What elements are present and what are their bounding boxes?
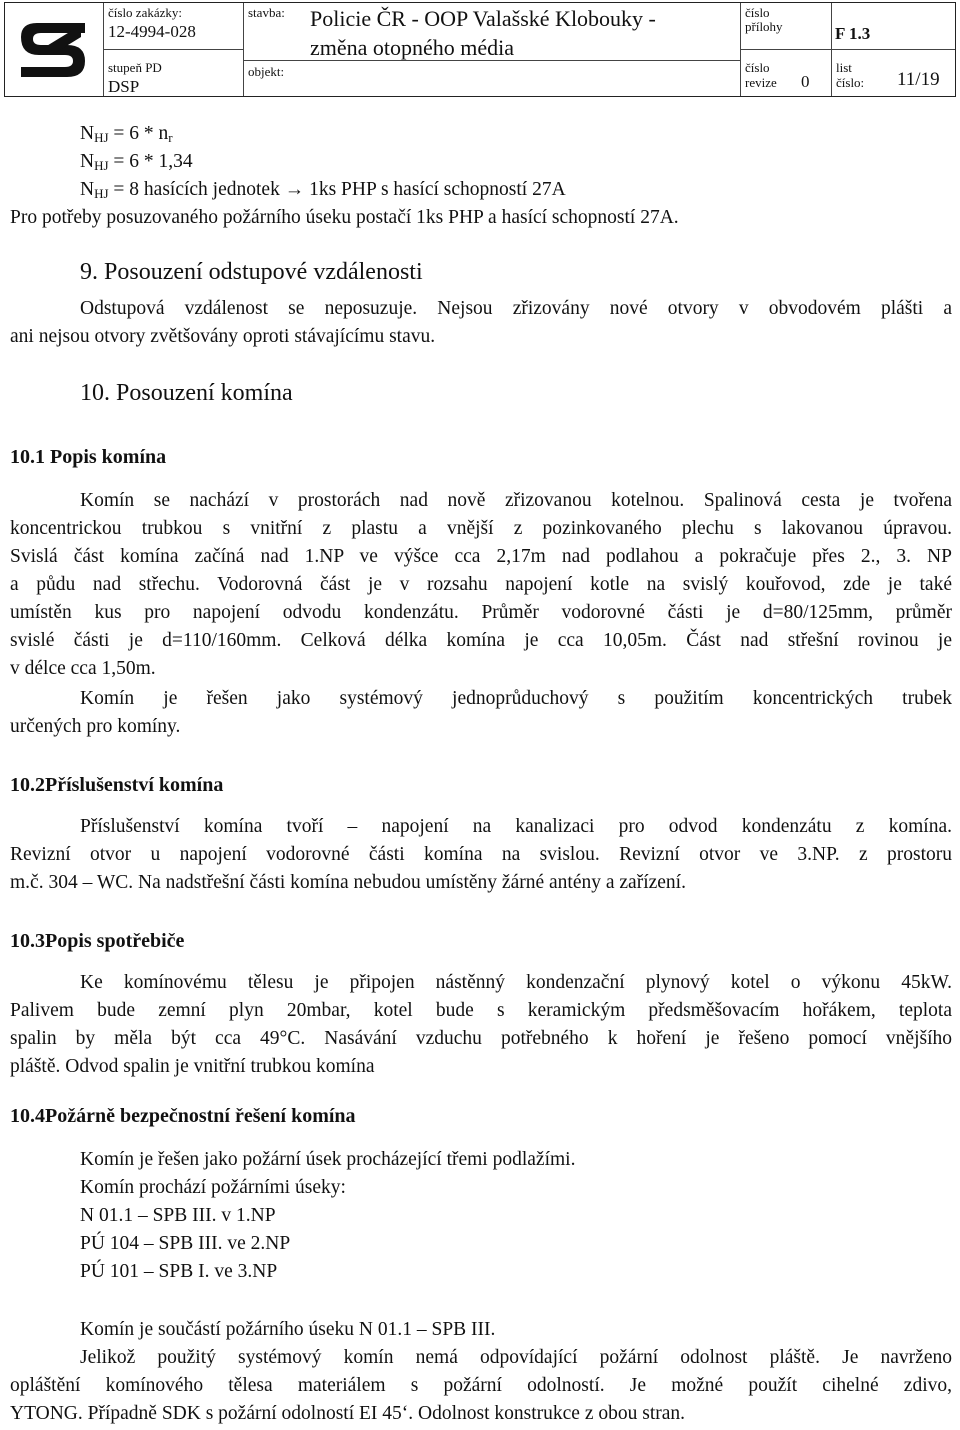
p3-line-1: Příslušenství komína tvoří – napojení na kanalizaci pro odvod kondenzátu z komína.: [80, 816, 952, 837]
company-logo-icon: [15, 17, 93, 83]
prilohy-value: F 1.3: [835, 24, 871, 43]
p4-line-1: Ke komínovému tělesu je připojen nástěnný kondenzační plynový kotel o výkonu 45kW.: [80, 972, 952, 993]
p1-line-7: v délce cca 1,50m.: [10, 658, 156, 679]
p1-line-2: koncentrickou trubkou s vnitřní z plastu a vnější z pozinkovaného plechu s lakovanou úpravou.: [10, 518, 952, 539]
p3-line-3: m.č. 304 – WC. Na nadstřešní části komína nebudou umístěny žárné antény a zařízení.: [10, 872, 686, 893]
stupen-label: stupeň PD: [108, 60, 162, 75]
list-value: 11/19: [897, 69, 940, 90]
section-9-line-2: ani nejsou otvory zvětšovány oproti stávajícímu stavu.: [10, 326, 436, 347]
revize-label-2: revize: [745, 75, 777, 90]
p6-line: Komín je součástí požárního úseku N 01.1 – SPB III.: [80, 1319, 496, 1340]
section-10-3-heading: 10.3Popis spotřebiče: [10, 930, 185, 952]
p3-line-2: Revizní otvor u napojení vodorovné části komína na svislou. Revizní otvor ve 3.NP. z prostoru: [10, 844, 952, 865]
revize-value: 0: [801, 72, 810, 91]
p4-line-3: spalin by měla být cca 49°C. Nasávání vzduchu potřebného k hoření je řešeno pomocí vnějšího: [10, 1028, 952, 1049]
p2-line-2: určených pro komíny.: [10, 716, 181, 737]
zakazka-value: 12-4994-028: [108, 22, 196, 41]
p5-line-1: Komín je řešen jako požární úsek procházející třemi podlažími.: [80, 1149, 576, 1170]
section-10-1-heading: 10.1 Popis komína: [10, 446, 167, 468]
formula-line-1: $N_{HJ} = 6 * n_r$: [80, 123, 173, 145]
p1-line-6: svislé části je d=110/160mm. Celková délka komína je cca 10,05m. Část nad střešní rovinou je: [10, 630, 952, 651]
title-block: [4, 2, 956, 97]
list-label-2: číslo:: [836, 75, 865, 90]
stupen-value: DSP: [108, 77, 140, 96]
p4-line-4: pláště. Odvod spalin je vnitřní trubkou komína: [10, 1056, 375, 1077]
section-10-heading: 10. Posouzení komína: [80, 380, 293, 406]
stavba-value-1: Policie ČR - OOP Valašské Klobouky -: [310, 6, 656, 31]
p1-line-1: Komín se nachází v prostorách nad nově zřizovanou kotelnou. Spalinová cesta je tvořena: [80, 490, 952, 511]
p5-line-3: N 01.1 – SPB III. v 1.NP: [80, 1205, 276, 1226]
p5-line-2: Komín prochází požárními úseky:: [80, 1177, 346, 1198]
p4-line-2: Palivem bude zemní plyn 20mbar, kotel bude s keramickým předsměšovacím hořákem, teplota: [10, 1000, 952, 1021]
p5-line-5: PÚ 101 – SPB I. ve 3.NP: [80, 1261, 278, 1282]
zakazka-label: číslo zakázky:: [108, 5, 182, 20]
stavba-value-2: změna otopného média: [310, 35, 515, 60]
section-9-line-1: Odstupová vzdálenost se neposuzuje. Nejsou zřizovány nové otvory v obvodovém plášti a: [80, 298, 952, 319]
p7-line-1: Jelikož použitý systémový komín nemá odpovídající požární odolnost pláště. Je navrženo: [80, 1347, 952, 1368]
revize-label-1: číslo: [745, 60, 770, 75]
formula-line-2: $N_{HJ} = 6 * 1,34$: [80, 151, 193, 173]
section-10-4-heading: 10.4Požárně bezpečnostní řešení komína: [10, 1105, 356, 1127]
p7-line-3: YTONG. Případně SDK s požární odolností EI 45‘. Odolnost konstrukce z obou stran.: [10, 1403, 686, 1424]
prilohy-label-2: přílohy: [745, 19, 783, 34]
list-label-1: list: [836, 60, 852, 75]
p1-line-5: umístěn kus pro napojení odvodu kondenzátu. Průměr vodorovné části je d=80/125mm, průměr: [10, 602, 952, 623]
p1-line-3: Svislá část komína začíná nad 1.NP ve výšce cca 2,17m nad podlahou a pokračuje přes 2., 3. NP: [10, 546, 952, 567]
p2-line-1: Komín je řešen jako systémový jednoprůduchový s použitím koncentrických trubek: [80, 688, 952, 709]
prilohy-label-1: číslo: [745, 5, 770, 20]
section-9-heading: 9. Posouzení odstupové vzdálenosti: [80, 259, 423, 285]
formula-line-3: $N_{HJ} = 8$ hasících jednotek → 1ks PHP s hasící schopností 27A: [80, 179, 566, 201]
objekt-label: objekt:: [248, 64, 285, 79]
p1-line-4: a půdu nad střechu. Vodorovná část je v rozsahu napojení kotle na svislý kouřovod, zde je také: [10, 574, 952, 595]
p5-line-4: PÚ 104 – SPB III. ve 2.NP: [80, 1233, 291, 1254]
stavba-label: stavba:: [248, 5, 285, 20]
p7-line-2: opláštění komínového tělesa materiálem s požární odolností. Je možné použít cihelné zdivo,: [10, 1375, 952, 1396]
section-10-2-heading: 10.2Příslušenství komína: [10, 774, 224, 796]
formula-conclusion: Pro potřeby posuzovaného požárního úseku postačí 1ks PHP a hasící schopností 27A.: [10, 207, 679, 228]
